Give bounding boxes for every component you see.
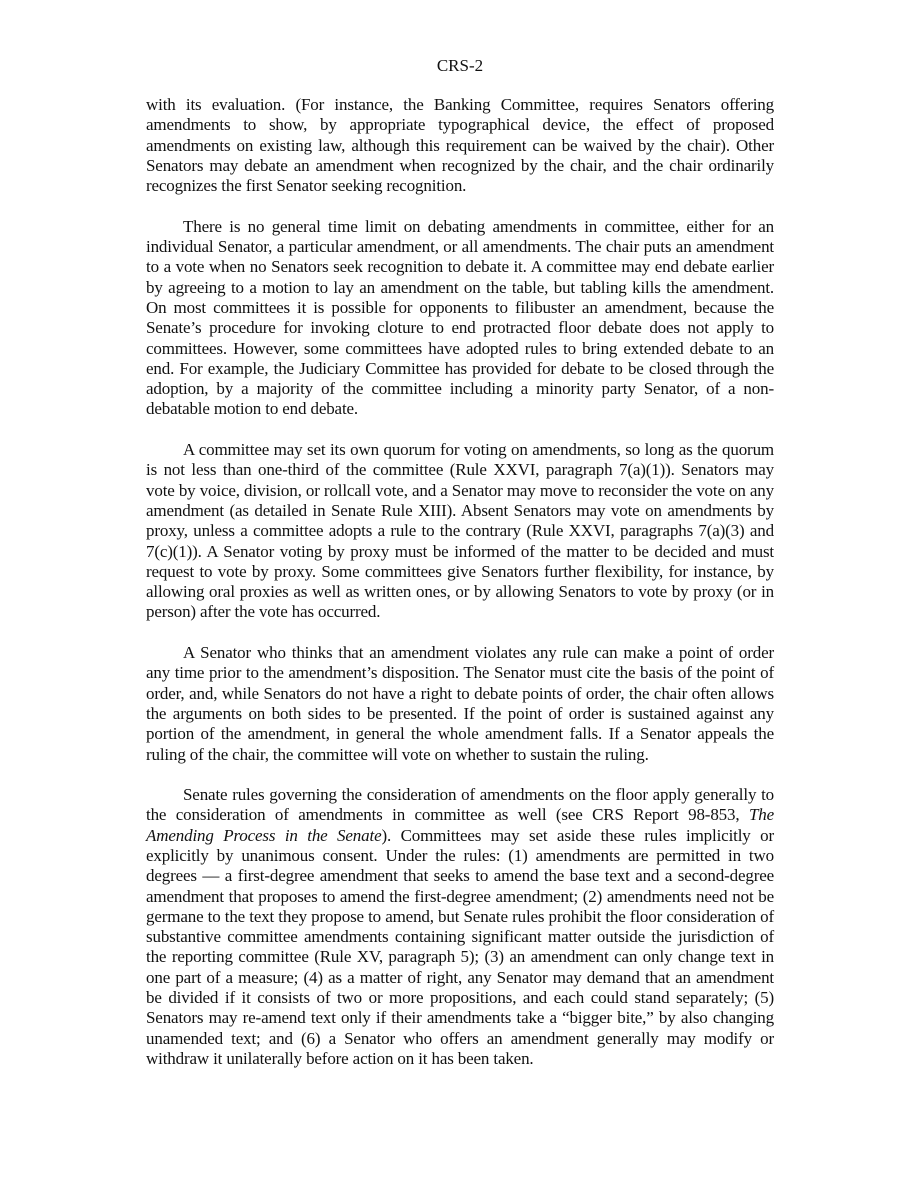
document-body — [146, 95, 774, 1090]
page-number: CRS-2 — [436, 56, 484, 75]
paragraph-continuation: with its evaluation. (For instance, the Banking Committee, requires Senators offering amendments to show, by appropriate typographical device, the effect of proposed amendments on existing law, although this requirement can be waived by the chair). Other Senators may debate an amendment when recognized by the chair, and the chair ordinarily recognizes the first Senator seeking recognition. — [146, 95, 774, 196]
paragraph-point-of-order: A Senator who thinks that an amendment violates any rule can make a point of order any time prior to the amendment’s disposition. The Senator must cite the basis of the point of order, and, while Senators do not have a right to debate points of order, the chair often allows the arguments on both sides to be presented. If the point of order is sustained against any portion of the amendment, in general the whole amendment falls. If a Senator appeals the ruling of the chair, the committee will vote on whether to sustain the ruling. — [146, 643, 774, 764]
report-title-italic: The Amending Process in the Senate — [146, 805, 774, 845]
paragraph-floor-rules-text-start: Senate rules governing the consideration of amendments on the floor apply generally to the consideration of amendments in committee as well (see CRS Report 98-853, — [146, 785, 774, 825]
paragraph-quorum: A committee may set its own quorum for voting on amendments, so long as the quorum is not less than one-third of the committee (Rule XXVI, paragraph 7(a)(1)). Senators may vote by voice, division, or rollcall vote, and a Senator may move to reconsider the vote on any amendment (as detailed in Senate Rule XIII). Absent Senators may vote on amendments by proxy, unless a committee adopts a rule to the contrary (Rule XXVI, paragraphs 7(a)(3) and 7(c)(1)). A Senator voting by proxy must be informed of the matter to be decided and must request to vote by proxy. Some committees give Senators further flexibility, for instance, by allowing oral proxies as well as written ones, or by allowing Senators to vote by proxy (or in person) after the vote has occurred. — [146, 440, 774, 622]
paragraph-floor-rules — [146, 785, 774, 1069]
paragraph-floor-rules-text-end: ). Committees may set aside these rules implicitly or explicitly by unanimous consent. Under the rules: (1) amendments are permitted in two degrees — a first-degree amendment that seeks to amend the base text and a second-degree amendment that proposes to amend the first-degree amendment; (2) amendments need not be germane to the text they propose to amend, but Senate rules prohibit the floor consideration of substantive committee amendments containing significant matter outside the jurisdiction of the reporting committee (Rule XV, paragraph 5); (3) an amendment can only change text in one part of a measure; (4) as a matter of right, any Senator may demand that an amendment be divided if it consists of two or more propositions, and each could stand separately; (5) Senators may re-amend text only if their amendments take a “bigger bite,” by also changing unamended text; and (6) a Senator who offers an amendment generally may modify or withdraw it unilaterally before action on it has been taken. — [146, 825, 774, 1068]
paragraph-time-limit: There is no general time limit on debating amendments in committee, either for an individual Senator, a particular amendment, or all amendments. The chair puts an amendment to a vote when no Senators seek recognition to debate it. A committee may end debate earlier by agreeing to a motion to lay an amendment on the table, but tabling kills the amendment. On most committees it is possible for opponents to filibuster an amendment, because the Senate’s procedure for invoking cloture to end protracted floor debate does not apply to committees. However, some committees have adopted rules to bring extended debate to an end. For example, the Judiciary Committee has provided for debate to be closed through the adoption, by a majority of the committee including a minority party Senator, of a non-debatable motion to end debate. — [146, 216, 774, 419]
